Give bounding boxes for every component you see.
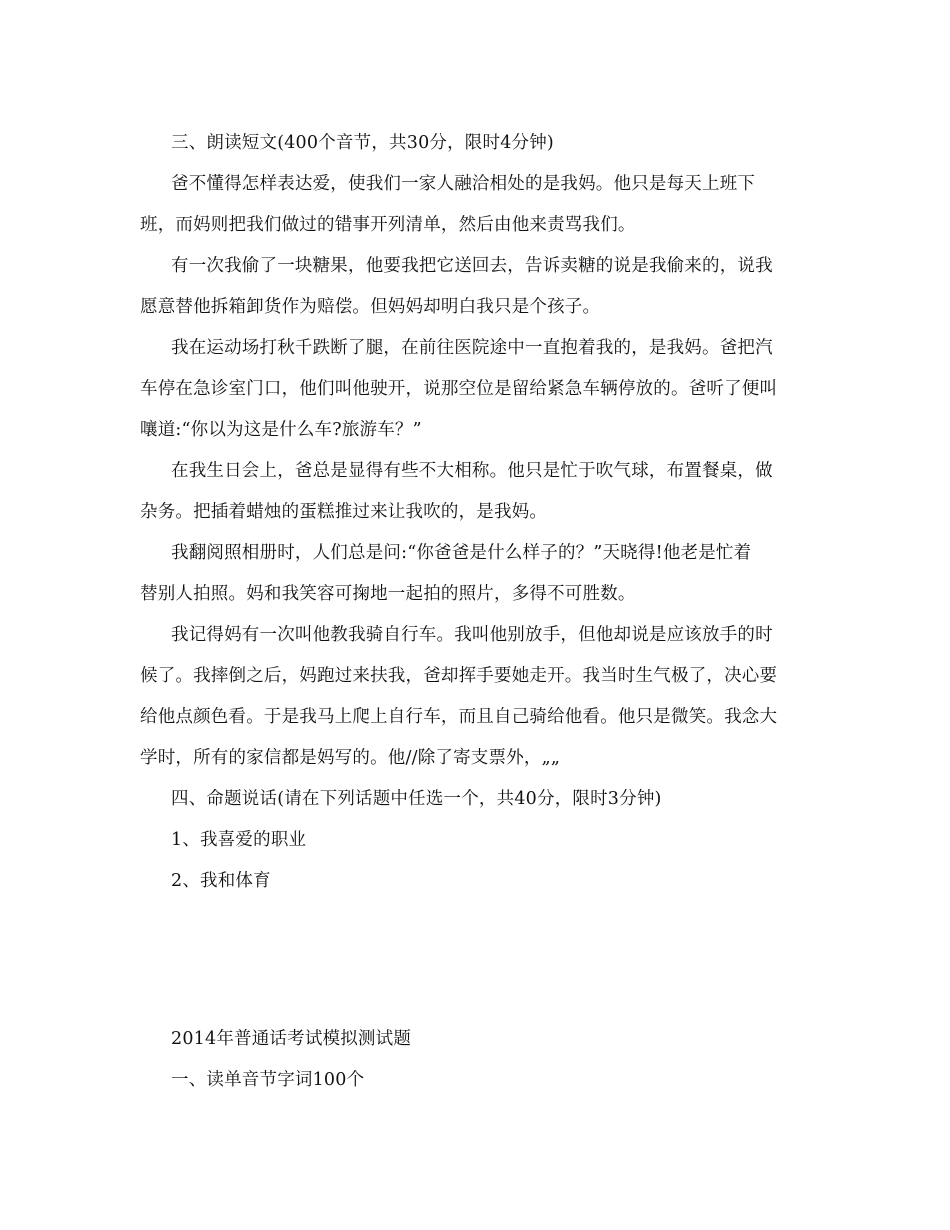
paragraph-line: 替别人拍照。妈和我笑容可掬地一起拍的照片，多得不可胜数。 bbox=[140, 584, 636, 604]
paragraph-line: 学时，所有的家信都是妈写的。他//除了寄支票外，„„ bbox=[140, 748, 561, 768]
topic-item: 1、我喜爱的职业 bbox=[171, 830, 307, 850]
paragraph-6 bbox=[140, 615, 820, 779]
paragraph-line: 我翻阅照相册时，人们总是问:“你爸爸是什么样子的？”天晓得!他老是忙着 bbox=[171, 543, 752, 563]
paragraph-4 bbox=[140, 451, 820, 533]
section-4-heading: 四、命题说话(请在下列话题中任选一个，共40分，限时3分钟) bbox=[171, 789, 662, 809]
paragraph-line: 嚷道:“你以为这是什么车?旅游车？” bbox=[140, 420, 422, 440]
paragraph-line: 我在运动场打秋千跌断了腿，在前往医院途中一直抱着我的，是我妈。爸把汽 bbox=[171, 338, 773, 358]
paragraph-line: 给他点颜色看。于是我马上爬上自行车，而且自己骑给他看。他只是微笑。我念大 bbox=[140, 707, 778, 727]
section-3 bbox=[140, 123, 820, 902]
paragraph-line: 爸不懂得怎样表达爱，使我们一家人融洽相处的是我妈。他只是每天上班下 bbox=[171, 174, 756, 194]
paragraph-line: 在我生日会上，爸总是显得有些不大相称。他只是忙于吹气球，布置餐桌，做 bbox=[171, 461, 773, 481]
paragraph-line: 愿意替他拆箱卸货作为赔偿。但妈妈却明白我只是个孩子。 bbox=[140, 297, 601, 317]
topic-item: 2、我和体育 bbox=[171, 871, 271, 891]
paragraph-line: 我记得妈有一次叫他教我骑自行车。我叫他别放手，但他却说是应该放手的时 bbox=[171, 625, 773, 645]
section-1-heading: 一、读单音节字词100个 bbox=[171, 1070, 365, 1090]
paragraph-3 bbox=[140, 328, 820, 451]
paragraph-line: 候了。我摔倒之后，妈跑过来扶我，爸却挥手要她走开。我当时生气极了，决心要 bbox=[140, 666, 778, 686]
section-3-heading: 三、朗读短文(400个音节，共30分，限时4分钟) bbox=[171, 133, 554, 153]
paragraph-line: 车停在急诊室门口，他们叫他驶开，说那空位是留给紧急车辆停放的。爸听了便叫 bbox=[140, 379, 778, 399]
paragraph-line: 杂务。把插着蜡烛的蛋糕推过来让我吹的，是我妈。 bbox=[140, 502, 548, 522]
paragraph-2 bbox=[140, 246, 820, 328]
paragraph-line: 有一次我偷了一块糖果，他要我把它送回去，告诉卖糖的说是我偷来的，说我 bbox=[171, 256, 773, 276]
next-exam bbox=[140, 1019, 820, 1101]
exam-title: 2014年普通话考试模拟测试题 bbox=[171, 1029, 412, 1049]
paragraph-5 bbox=[140, 533, 820, 615]
paragraph-line: 班，而妈则把我们做过的错事开列清单，然后由他来责骂我们。 bbox=[140, 215, 636, 235]
paragraph-1 bbox=[140, 164, 820, 246]
